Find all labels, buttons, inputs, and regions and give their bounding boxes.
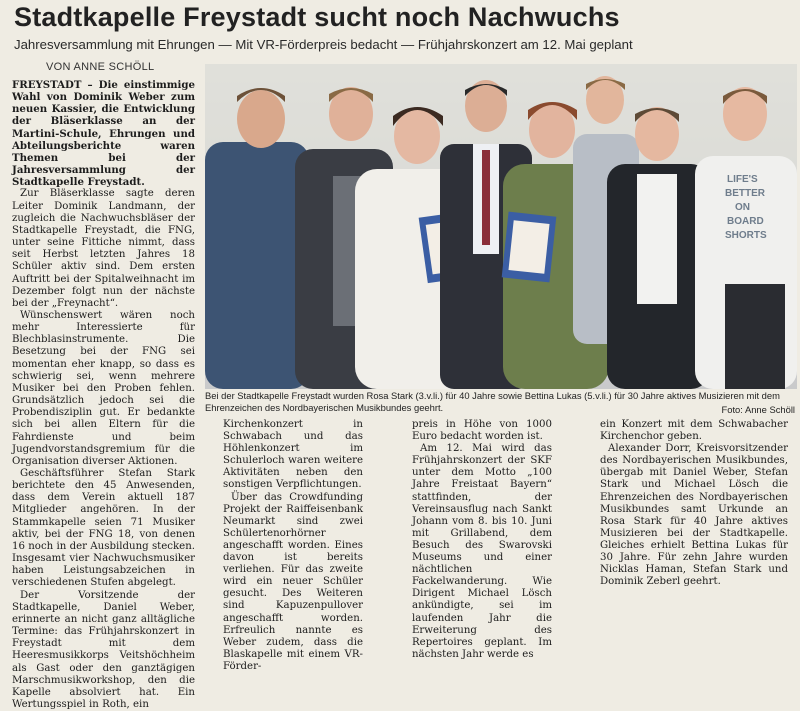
paragraph: Am 12. Mai wird das Frühjahrskonzert der SKF unter dem Motto „100 Jahre Freistaat Bayern“ stattfinden, der Vereinsausflug nach Sankt Johann vom 8. bis 10. Juni mit Grillabend, dem Besuch des Swarovski Museums und einer nächtlichen Fackelwanderung. Wie Dirigent Michael Lösch ankündigte, sei im laufenden Jahr die Erweiterung des Repertoires geplant. Im nächsten Jahr werde es (412, 443, 552, 660)
caption-text: Bei der Stadtkapelle Freystadt wurden Rosa Stark (3.v.li.) für 40 Jahre sowie Bettina Lukas (5.v.li.) für 30 Jahre aktives Musizieren mit dem Ehrenzeichen des Nordbayerischen Musikbundes geehrt. (205, 390, 780, 413)
paragraph: preis in Höhe von 1000 Euro bedacht worden ist. (412, 419, 552, 443)
paragraph: Kirchenkonzert in Schwabach und das Höhlenkonzert im Schulerloch waren weitere Aktivitäten neben den sonstigen Verpflichtungen. (223, 419, 363, 491)
photo-caption (205, 390, 797, 416)
group-photo (205, 64, 797, 389)
lead-paragraph: FREYSTADT – Die einstimmige Wahl von Dominik Weber zum neuen Kassier, die Entwicklung der Bläserklasse an der Martini-Schule, Ehrungen und Abteilungsberichte waren Themen bei der Jahresversammlung der Stadtkapelle Freystadt. (12, 79, 195, 189)
shirt-print-line: SHORTS (725, 230, 767, 241)
byline: VON ANNE SCHÖLL (46, 61, 155, 73)
subheadline: Jahresversammlung mit Ehrungen — Mit VR-Förderpreis bedacht — Frühjahrskonzert am 12. Mai geplant (14, 37, 633, 52)
paragraph: Der Vorsitzende der Stadtkapelle, Daniel Weber, erinnerte an nicht ganz alltägliche Termine: das Frühjahrskonzert in Freystadt mit dem Heeresmusikkorps Veitshöchheim als Gast oder den ganztägigen Marschmusikworkshop, den die Kapelle absolviert hat. Ein Wertungsspiel in Roth, ein (12, 589, 195, 710)
headline: Stadtkapelle Freystadt sucht noch Nachwuchs (14, 2, 620, 32)
paragraph: Wünschenswert wären noch mehr Interessierte für Blechblasinstrumente. Die Besetzung bei der FNG sei momentan eher knapp, so dass es schwierig sei, wenn mehrere Musiker bei den Proben fehlen. Grundsätzlich jedoch sei die Probendisziplin gut. Er bedankte sich bei allen Eltern für die Fahrdienste und beim Jugendvorstandsgremium für die Organisation diverser Aktionen. (12, 309, 195, 467)
text-column-2 (223, 419, 363, 672)
text-column-4 (600, 419, 788, 588)
paragraph: Über das Crowdfunding Projekt der Raiffeisenbank Neumarkt sind zwei Schülertenorhörner angeschafft worden. Eines davon ist bereits verliehen. Für das zweite wird ein neuer Schüler gesucht. Des Weiteren sind Kapuzenpullover angeschafft worden. Erfreulich nannte es Weber zudem, dass die Blaskapelle mit einem VR-Förder- (223, 491, 363, 672)
shirt-print-line: BETTER (725, 188, 765, 199)
paragraph: Geschäftsführer Stefan Stark berichtete den 45 Anwesenden, dass dem Verein aktuell 187 Mitglieder angehören. In der Stammkapelle seien 71 Musiker aktiv, bei der FNG 18, von denen 16 noch in der Ausbildung stecken. Insgesamt vier Nachwuchsmusiker haben Leistungsabzeichen in verschiedenen Stufen abgelegt. (12, 468, 195, 589)
shirt-print-line: ON (735, 202, 750, 213)
shirt-print-line: LIFE'S (727, 174, 758, 185)
group-photo-image (205, 64, 797, 389)
paragraph: Zur Bläserklasse sagte deren Leiter Dominik Landmann, der zugleich die Nachwuchsbläser der Stadtkapelle Freystadt, die FNG, unter seine Fittiche nimmt, dass seit Herbst letzten Jahres 18 Schüler aktiv sind. Dem ersten Auftritt bei der Spitalweihnacht im Dezember folgt nun der nächste bei der „Freynacht“. (12, 188, 195, 309)
paragraph: Alexander Dorr, Kreisvorsitzender des Nordbayerischen Musikbundes, übergab mit Daniel Weber, Stefan Stark und Michael Lösch die Ehrenzeichen des Nordbayerischen Musikbundes samt Urkunde an Rosa Stark für 40 Jahre aktives Musizieren bei der Stadtkapelle. Gleiches erhielt Bettina Lukas für 30 Jahre. Für zehn Jahre wurden Nicklas Haman, Stefan Stark und Dominik Zeberl geehrt. (600, 443, 788, 588)
paragraph: ein Konzert mit dem Schwabacher Kirchenchor geben. (600, 419, 788, 443)
text-column-3 (412, 419, 552, 660)
photo-credit: Foto: Anne Schöll (721, 404, 795, 415)
shirt-print-line: BOARD (727, 216, 764, 227)
